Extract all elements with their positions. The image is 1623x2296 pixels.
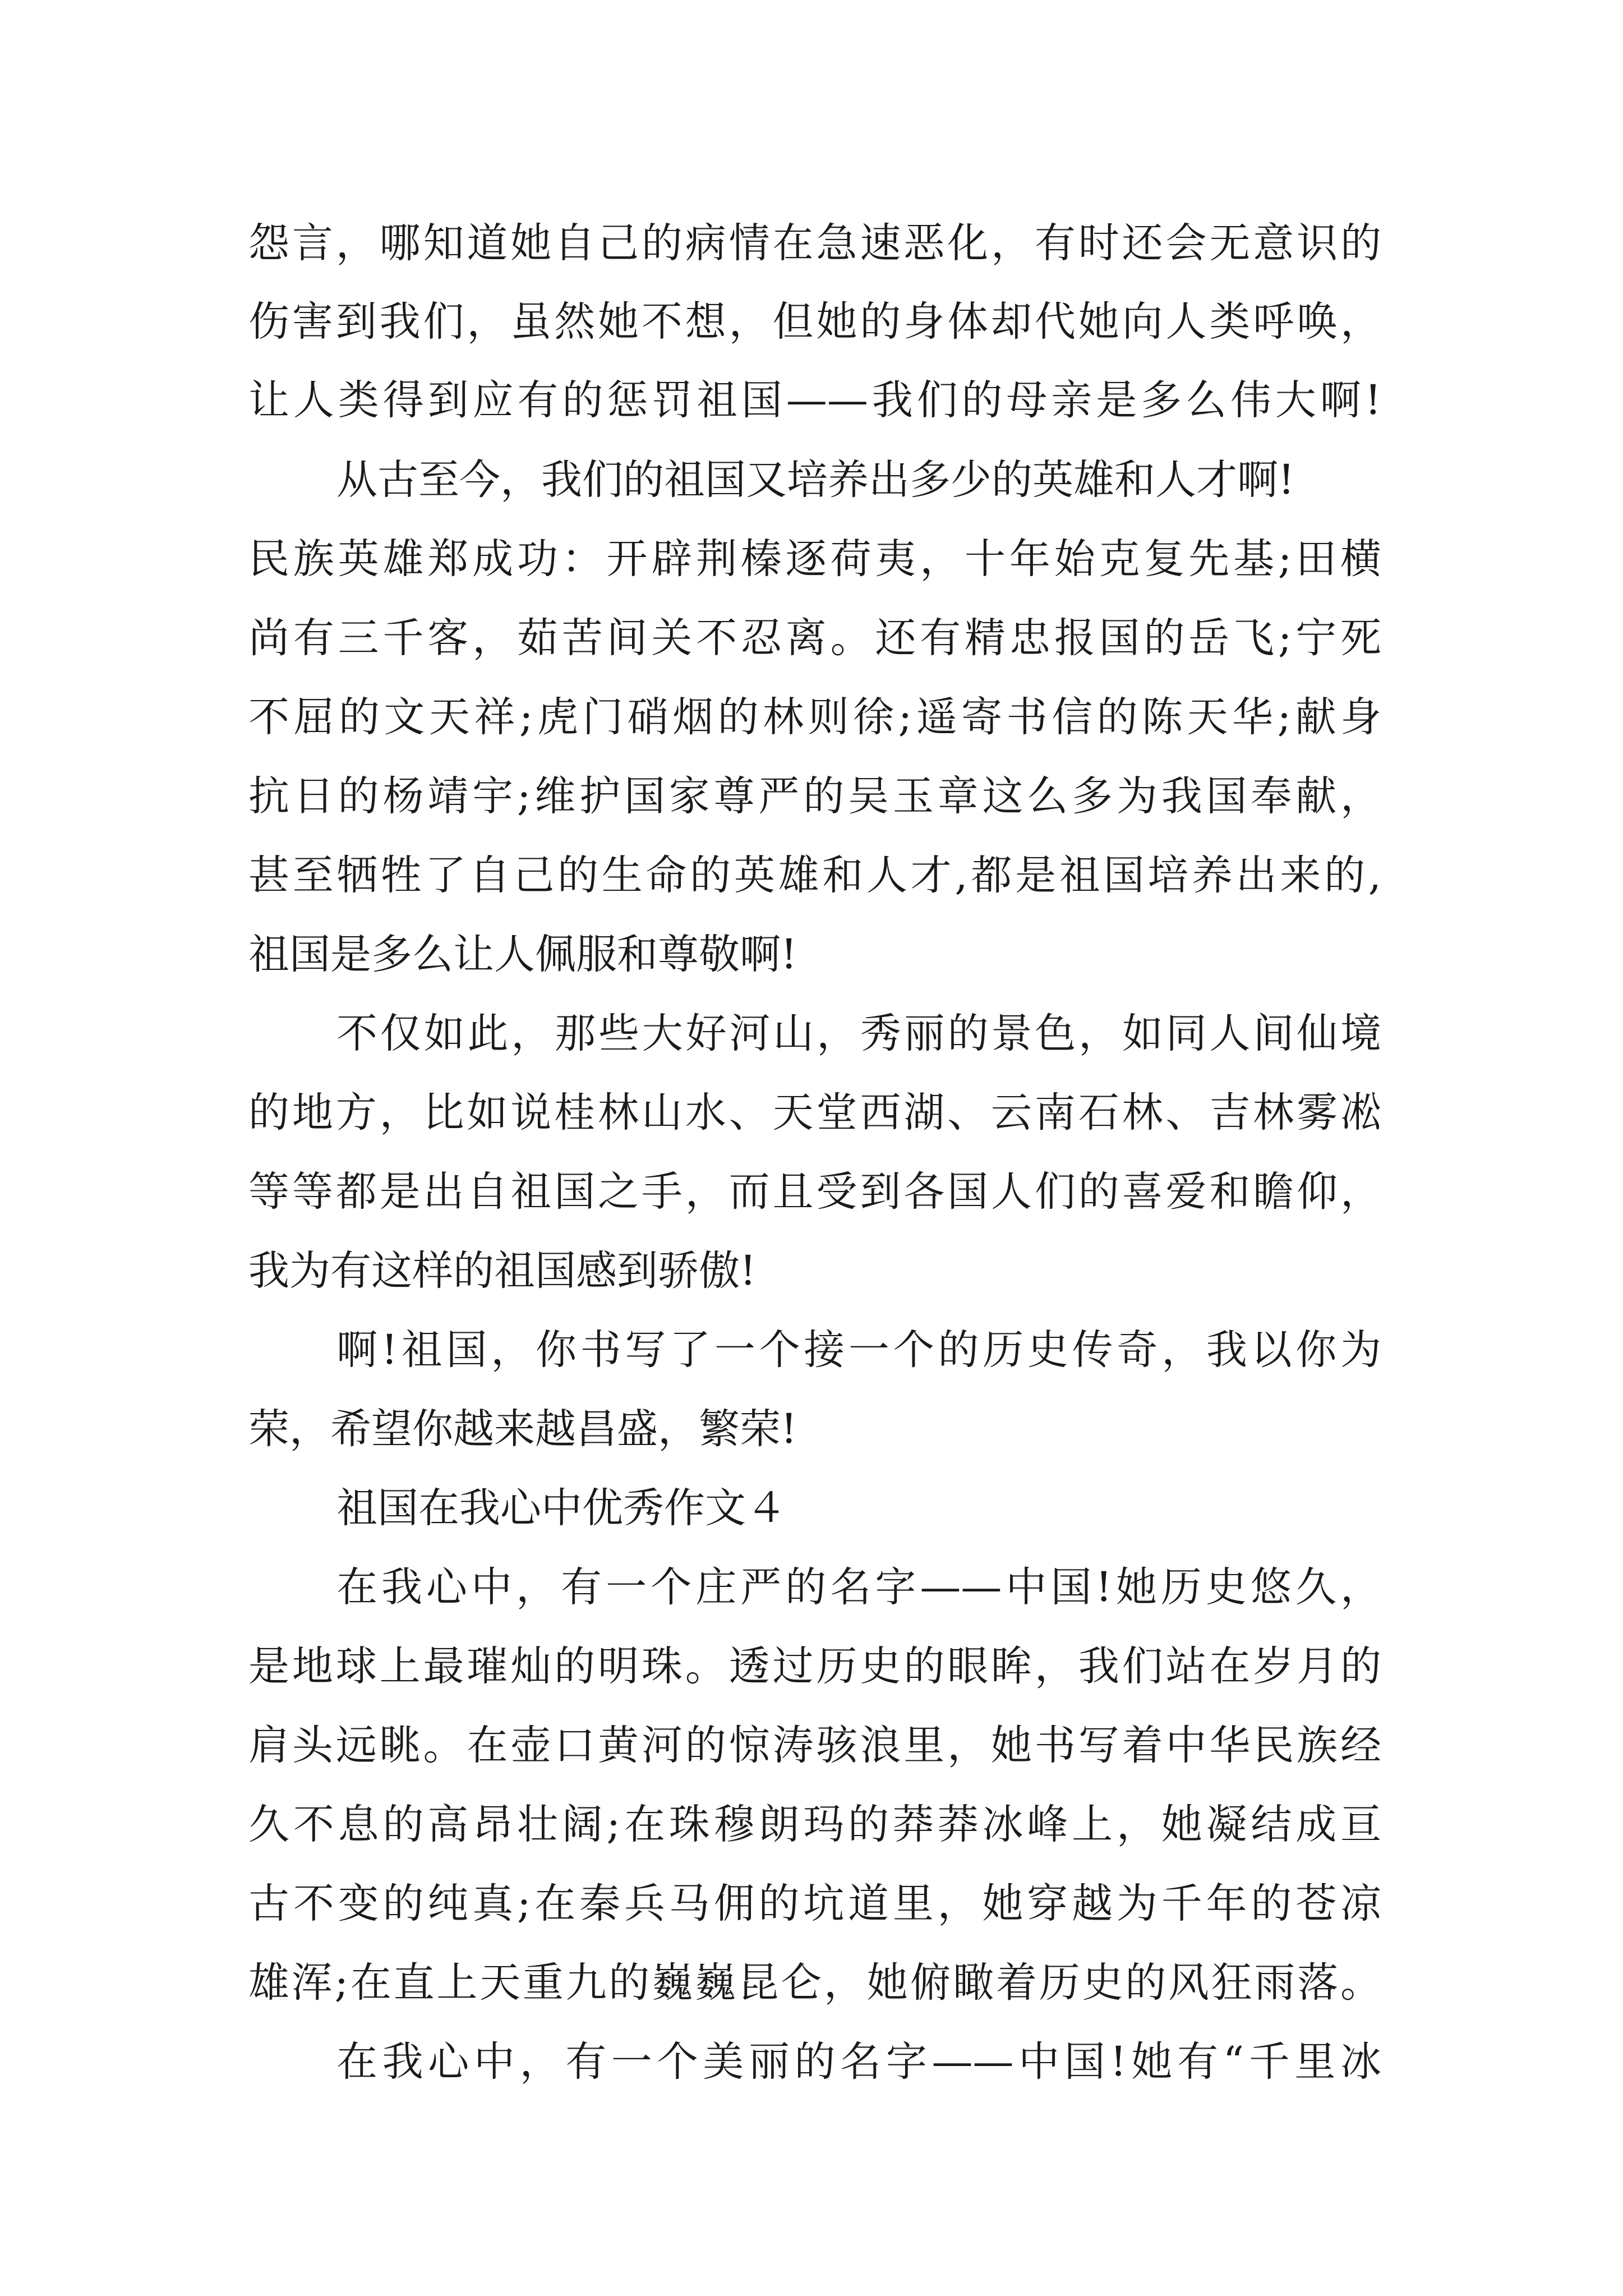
text-line: 甚至牺牲了自己的生命的英雄和人才,都是祖国培养出来的, <box>248 852 1381 899</box>
paragraph-start-line: 在我心中，有一个美丽的名字——中国!她有“千里冰 <box>336 2038 1381 2086</box>
paragraph-end-line: 荣，希望你越来越昌盛，繁荣! <box>248 1405 797 1453</box>
text-line: 不屈的文天祥;虎门硝烟的林则徐;遥寄书信的陈天华;献身 <box>248 693 1381 741</box>
text-line: 肩头远眺。在壶口黄河的惊涛骇浪里，她书写着中华民族经 <box>248 1722 1381 1769</box>
text-line: 民族英雄郑成功：开辟荆榛逐荷夷，十年始克复先基;田横 <box>248 535 1381 583</box>
section-heading: 祖国在我心中优秀作文４ <box>336 1484 787 1532</box>
text-line: 尚有三千客，茹苦间关不忍离。还有精忠报国的岳飞;宁死 <box>248 614 1381 662</box>
paragraph-start-line: 在我心中，有一个庄严的名字——中国!她历史悠久， <box>336 1563 1381 1611</box>
text-line: 让人类得到应有的惩罚祖国——我们的母亲是多么伟大啊! <box>248 376 1381 424</box>
paragraph-end-line: 祖国是多么让人佩服和尊敬啊! <box>248 931 797 978</box>
text-line: 等等都是出自祖国之手，而且受到各国人们的喜爱和瞻仰， <box>248 1168 1381 1216</box>
text-line: 雄浑;在直上天重九的巍巍昆仑，她俯瞰着历史的风狂雨落。 <box>248 1959 1381 2007</box>
paragraph-start-line: 啊!祖国，你书写了一个接一个的历史传奇，我以你为 <box>336 1326 1381 1374</box>
paragraph-end-line: 我为有这样的祖国感到骄傲! <box>248 1247 757 1295</box>
text-line: 伤害到我们，虽然她不想，但她的身体却代她向人类呼唤， <box>248 298 1381 346</box>
paragraph-start-line: 从古至今，我们的祖国又培养出多少的英雄和人才啊! <box>336 456 1295 504</box>
text-line: 古不变的纯真;在秦兵马佣的坑道里，她穿越为千年的苍凉 <box>248 1880 1381 1927</box>
text-line: 久不息的高昂壮阔;在珠穆朗玛的莽莽冰峰上，她凝结成亘 <box>248 1801 1381 1848</box>
text-line: 抗日的杨靖宇;维护国家尊严的吴玉章这么多为我国奉献， <box>248 772 1381 820</box>
text-line: 的地方，比如说桂林山水、天堂西湖、云南石林、吉林雾凇 <box>248 1089 1381 1137</box>
text-line: 怨言，哪知道她自己的病情在急速恶化，有时还会无意识的 <box>248 219 1381 267</box>
paragraph-start-line: 不仅如此，那些大好河山，秀丽的景色，如同人间仙境 <box>336 1010 1381 1057</box>
text-line: 是地球上最璀灿的明珠。透过历史的眼眸，我们站在岁月的 <box>248 1642 1381 1690</box>
